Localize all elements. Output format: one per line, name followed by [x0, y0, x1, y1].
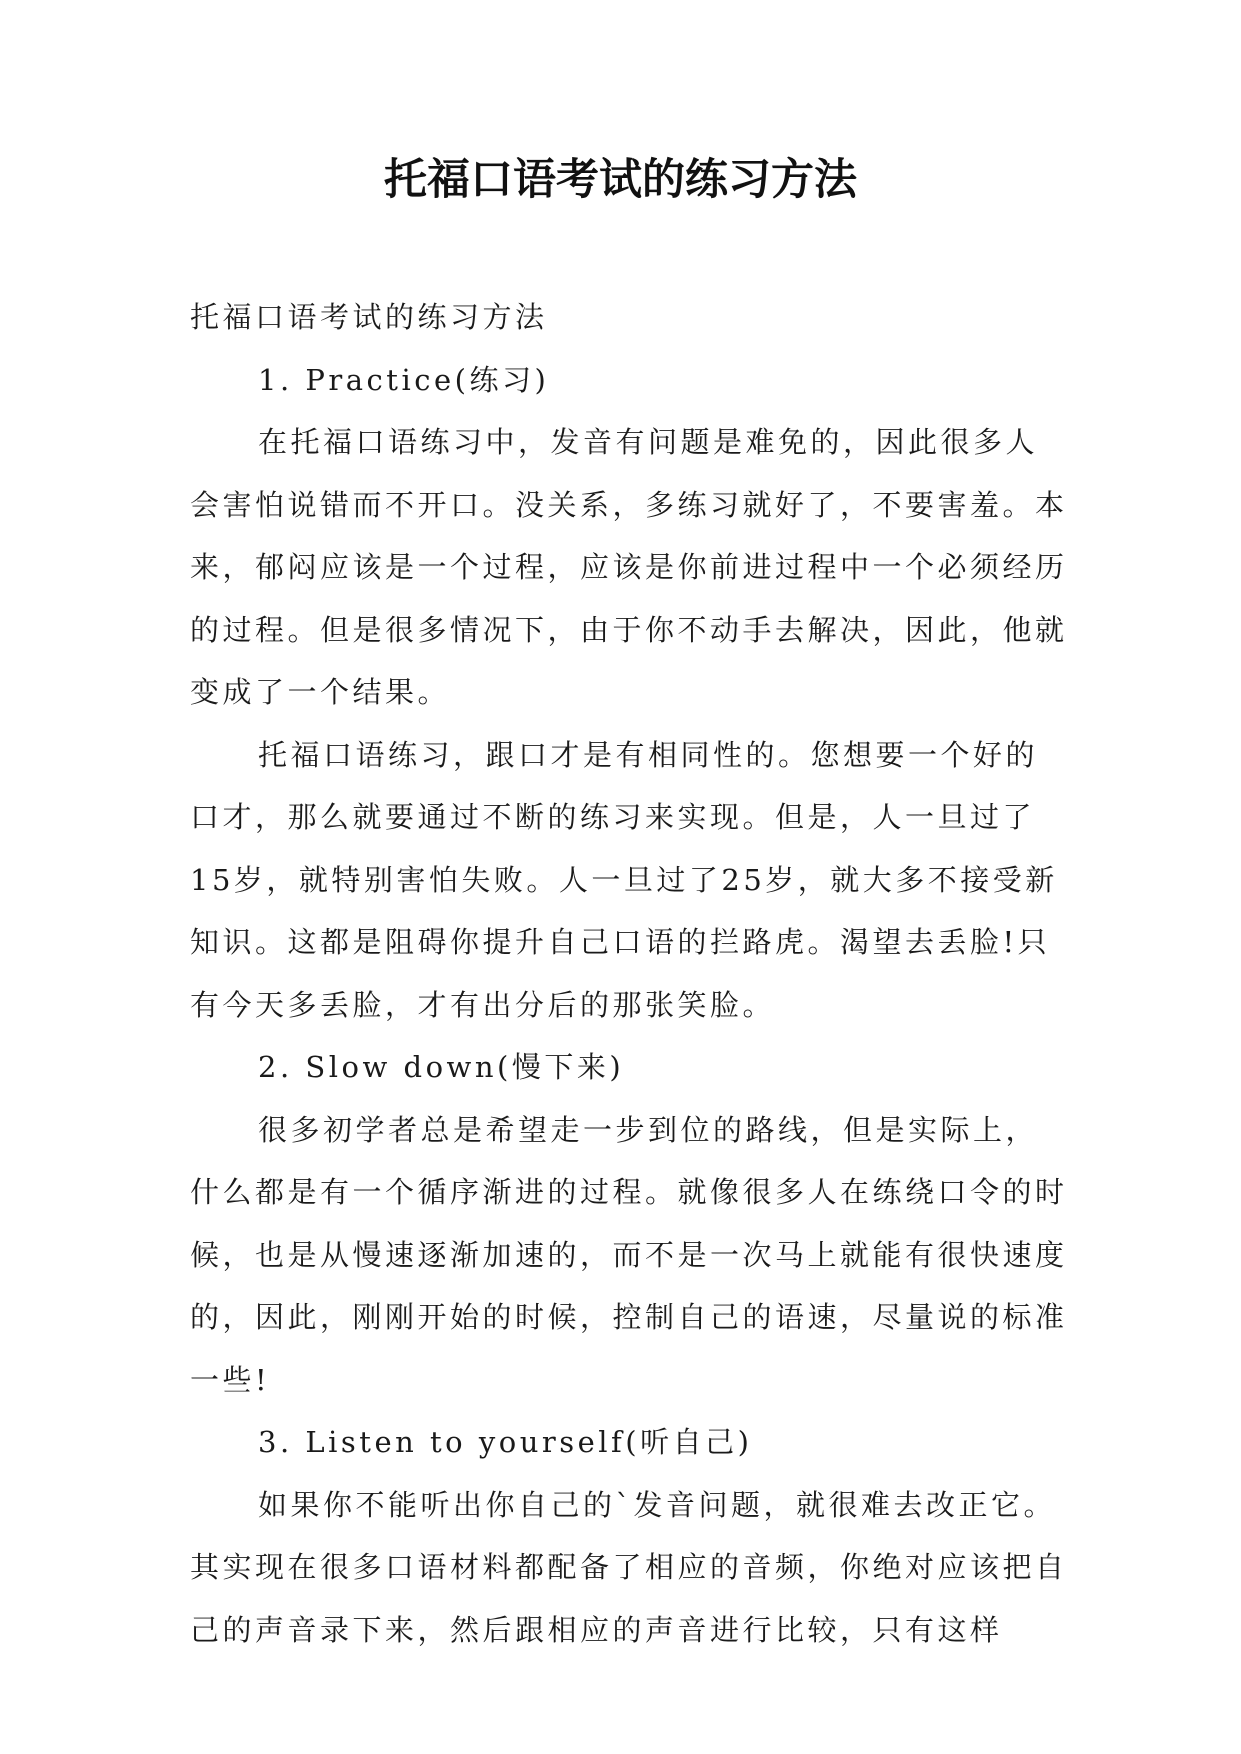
paragraph-slow-down: 很多初学者总是希望走一步到位的路线，但是实际上，什么都是有一个循序渐进的过程。就像很多人在练绕口令的时候，也是从慢速逐渐加速的，而不是一次马上就能有很快速度的，因此，刚刚开始的时候，控制自己的语速，尽量说的标准一些!: [190, 1112, 1068, 1397]
section-heading-practice: 1. Practice(练习): [258, 362, 550, 397]
body-heading: 托福口语考试的练习方法: [190, 300, 548, 334]
document-title: 托福口语考试的练习方法: [384, 155, 857, 205]
paragraph-practice-1: 在托福口语练习中，发音有问题是难免的，因此很多人会害怕说错而不开口。没关系，多练习就好了，不要害羞。本来，郁闷应该是一个过程，应该是你前进过程中一个必须经历的过程。但是很多情况下，由于你不动手去解决，因此，他就变成了一个结果。: [190, 425, 1068, 709]
document-body: [190, 286, 1070, 1661]
paragraph-listen: 如果你不能听出你自己的`发音问题，就很难去改正它。其实现在很多口语材料都配备了相应的音频，你绝对应该把自己的声音录下来，然后跟相应的声音进行比较，只有这样: [190, 1487, 1068, 1647]
paragraph-practice-2: 托福口语练习，跟口才是有相同性的。您想要一个好的口才，那么就要通过不断的练习来实现。但是，人一旦过了15岁，就特别害怕失败。人一旦过了25岁，就大多不接受新知识。这都是阻碍你提升自己口语的拦路虎。渴望去丢脸!只有今天多丢脸，才有出分后的那张笑脸。: [190, 737, 1058, 1022]
section-heading-listen: 3. Listen to yourself(听自己): [258, 1425, 753, 1459]
section-heading-slow-down: 2. Slow down(慢下来): [258, 1050, 625, 1084]
